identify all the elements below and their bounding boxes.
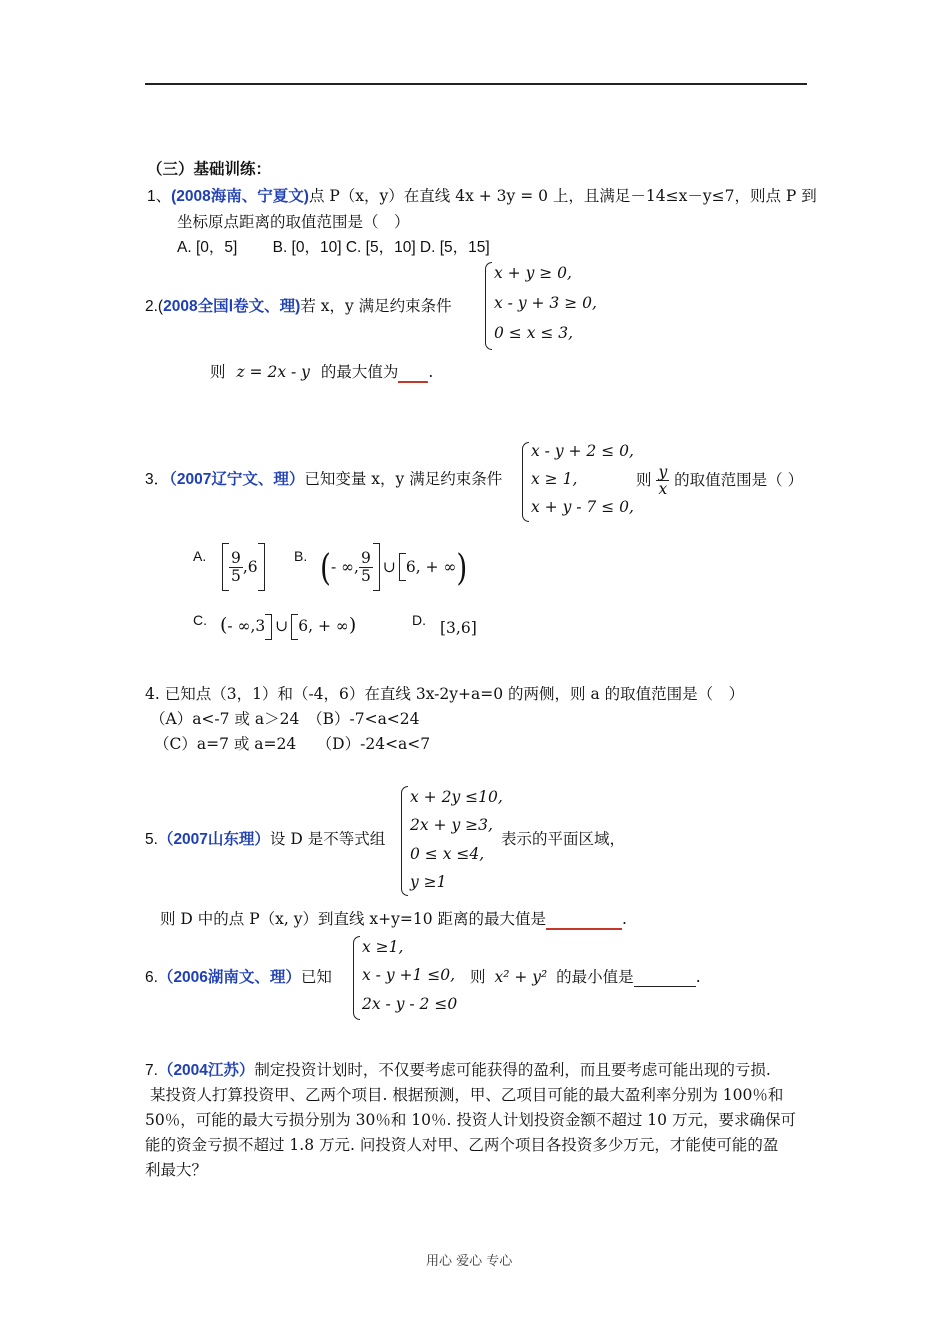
question-5-constraint-3: 0 ≤ x ≤4, — [410, 845, 485, 863]
question-2-number: 2.( — [145, 298, 164, 315]
question-6-number: 6. — [145, 969, 158, 986]
question-2-end: . — [428, 363, 434, 381]
question-3-constraint-1: x - y + 2 ≤ 0, — [531, 442, 634, 460]
question-5-line2 — [160, 907, 627, 930]
question-3-then: 则 — [636, 470, 652, 489]
question-2-answer-blank[interactable] — [398, 363, 428, 383]
question-7-line4: 能的资金亏损不超过 1.8 万元. 问投资人对甲、乙两个项目各投资多少万元，才能使可能的盈 — [145, 1136, 779, 1154]
question-6-text: 已知 — [300, 968, 332, 986]
question-5-constraint-2: 2x + y ≥3, — [410, 816, 493, 834]
question-7-number: 7. — [145, 1062, 158, 1079]
question-2-text: 若 x，y 满足约束条件 — [300, 297, 452, 315]
question-3-number: 3． — [145, 471, 170, 488]
question-3-option-b: (- ∞, $\frac{9}{5}$ ∪ 6, + ∞) — [320, 543, 467, 591]
question-3-option-d-label: D. — [412, 612, 426, 628]
question-3-option-a: $\frac{9}{5}$ ,6 — [222, 543, 265, 591]
question-6-line1 — [145, 965, 332, 987]
question-3-ask-text: 的取值范围是（ ） — [674, 470, 804, 489]
question-3-fraction-numerator: y — [658, 463, 668, 481]
question-1-options: A. [0，5] B. [0，10] C. [5，10] D. [5，15] — [177, 239, 490, 256]
question-2-ask: 的最大值为 — [320, 363, 399, 381]
section-title: （三）基础训练： — [147, 159, 272, 178]
question-3-constraint-2: x ≥ 1, — [531, 470, 578, 488]
question-2-brace — [485, 262, 492, 350]
question-3-fraction — [656, 464, 669, 498]
question-5-source: （2007山东理） — [157, 831, 270, 848]
question-1-text: 点 P（x，y）在直线 4x + 3y = 0 上，且满足－14≤x－y≤7，则点 P 到 — [308, 187, 817, 205]
question-3-brace — [522, 442, 529, 522]
question-5-brace — [401, 786, 408, 896]
question-5-constraint-4: y ≥1 — [410, 873, 447, 891]
question-6-constraint-3: 2x - y - 2 ≤0 — [362, 995, 458, 1013]
question-6-source: （2006湖南文、理） — [157, 969, 301, 986]
question-6-answer-blank[interactable] — [634, 968, 696, 987]
question-3-option-c-label: C. — [193, 612, 207, 628]
question-6-ask — [470, 965, 701, 987]
question-2-constraint-3: 0 ≤ x ≤ 3, — [494, 324, 574, 342]
question-2-source: 2008全国Ⅰ卷文、理) — [163, 298, 301, 315]
question-1-line1 — [147, 184, 817, 206]
question-3-option-a-label: A. — [193, 548, 207, 564]
question-3-fraction-denominator: x — [658, 480, 668, 499]
question-5-text: 设 D 是不等式组 — [269, 830, 386, 848]
question-5-after: 表示的平面区域， — [501, 830, 626, 848]
question-4-options-2: （C）a=7 或 a=24 （D）-24<a<7 — [154, 735, 431, 753]
question-7-line2: 某投资人打算投资甲、乙两个项目. 根据预测，甲、乙项目可能的最大盈利率分别为 100％和 — [150, 1086, 784, 1104]
question-5-end: . — [622, 910, 627, 928]
question-3-option-b-label: B. — [294, 548, 308, 564]
question-6-then: 则 — [470, 968, 486, 986]
question-2-ask-pre: 则 — [210, 363, 226, 381]
question-3-ask — [636, 464, 803, 498]
question-6-ask-text: 的最小值是 — [556, 968, 634, 986]
question-7-line3: 50％，可能的最大亏损分别为 30％和 10％. 投资人计划投资金额不超过 10 万元，要求确保可 — [145, 1111, 796, 1129]
question-6-expression: x² + y² — [494, 968, 548, 986]
question-5-answer-blank[interactable] — [546, 910, 622, 930]
question-7-line5: 利最大？ — [145, 1161, 208, 1179]
question-4-options-1: （A）a<-7 或 a＞24 （B）-7<a<24 — [150, 710, 420, 728]
question-3-constraint-3: x + y - 7 ≤ 0, — [531, 498, 634, 516]
question-7-source: （2004江苏） — [157, 1062, 255, 1079]
page-footer: 用心 爱心 专心 — [426, 1254, 513, 1269]
question-3-option-c: (- ∞,3 ∪ 6, + ∞) — [220, 614, 356, 640]
question-5-number: 5. — [145, 831, 158, 848]
question-2-expression: z = 2x - y — [236, 363, 310, 381]
question-3-option-d: [3,6] — [440, 619, 477, 637]
question-6-constraint-1: x ≥1, — [362, 938, 404, 956]
question-6-constraint-2: x - y +1 ≤0, — [362, 966, 456, 984]
question-5-ask: 则 D 中的点 P（x, y）到直线 x+y=10 距离的最大值是 — [160, 910, 547, 928]
header-rule — [145, 83, 807, 85]
question-6-brace — [353, 936, 360, 1020]
question-3-text: 已知变量 x，y 满足约束条件 — [304, 470, 503, 488]
question-1-number: 1、 — [147, 188, 172, 205]
question-7-line1 — [145, 1058, 771, 1080]
question-7-text-1: 制定投资计划时，不仅要考虑可能获得的盈利，而且要考虑可能出现的亏损. — [254, 1061, 771, 1079]
question-4-line1: 4. 已知点（3，1）和（-4，6）在直线 3x-2y+a=0 的两侧，则 a 的取值范围是（ ） — [145, 685, 745, 703]
question-2-constraint-2: x - y + 3 ≥ 0, — [494, 294, 597, 312]
question-6-end: . — [695, 968, 701, 986]
question-2-constraint-1: x + y ≥ 0, — [494, 264, 572, 282]
question-1-source: (2008海南、宁夏文) — [171, 188, 309, 205]
question-2-line2 — [210, 360, 433, 383]
question-2-line1 — [145, 294, 452, 316]
question-3-source: （2007辽宁文、理） — [169, 471, 305, 488]
question-1-line2: 坐标原点距离的取值范围是（ ） — [177, 213, 410, 231]
question-3-line1 — [145, 467, 502, 489]
question-5-constraint-1: x + 2y ≤10, — [410, 788, 503, 806]
question-5-line1 — [145, 827, 385, 849]
